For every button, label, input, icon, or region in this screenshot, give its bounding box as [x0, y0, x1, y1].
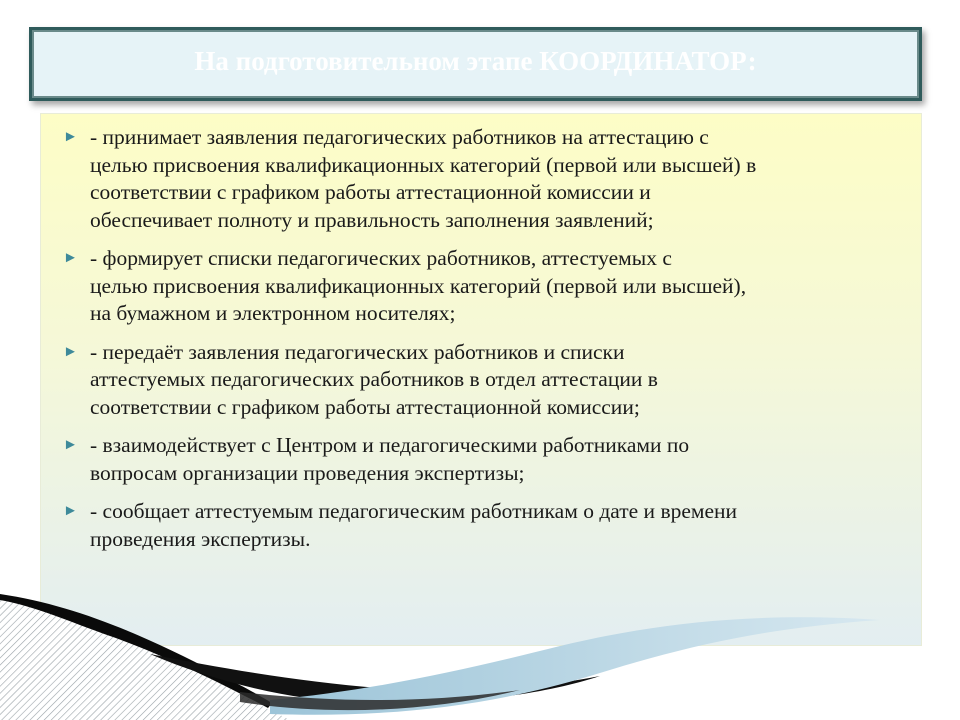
title-box: [29, 27, 922, 101]
bullet-item: [63, 498, 901, 553]
bullet-item: [63, 432, 901, 487]
bullet-line: целью присвоения квалификационных категорий (первой или высшей) в: [90, 152, 757, 177]
bullet-item: [63, 339, 901, 422]
bullet-arrow-icon: ►: [63, 503, 78, 519]
bullet-line: - формирует списки педагогических работников, аттестуемых с: [90, 246, 672, 270]
bullet-list: [63, 124, 901, 564]
bullet-item: [63, 124, 901, 234]
bullet-item: [63, 245, 901, 328]
decorative-swoosh: [0, 560, 960, 720]
bullet-arrow-icon: ►: [63, 437, 78, 453]
bullet-line: соответствии с графиком работы аттестационной комиссии;: [90, 394, 640, 419]
bullet-arrow-icon: ►: [63, 250, 78, 266]
bullet-line: целью присвоения квалификационных категорий (первой или высшей),: [90, 273, 747, 298]
bullet-line: - взаимодействует с Центром и педагогическими работниками по: [90, 433, 690, 457]
bullet-arrow-icon: ►: [63, 129, 78, 145]
bullet-line: на бумажном и электронном носителях;: [90, 301, 456, 325]
bullet-line: - принимает заявления педагогических работников на аттестацию с: [90, 125, 709, 149]
bullet-line: обеспечивает полноту и правильность заполнения заявлений;: [90, 207, 654, 232]
bullet-line: - передаёт заявления педагогических работников и списки: [90, 339, 625, 364]
bullet-line: вопросам организации проведения экспертизы;: [90, 460, 525, 485]
bullet-line: проведения экспертизы.: [90, 526, 311, 551]
bullet-line: соответствии с графиком работы аттестационной комиссии и: [90, 180, 651, 204]
bullet-line: - сообщает аттестуемым педагогическим работникам о дате и времени: [90, 499, 738, 523]
bullet-line: аттестуемых педагогических работников в отдел аттестации в: [90, 367, 658, 391]
slide-title: На подготовительном этапе КООРДИНАТОР:: [194, 46, 757, 76]
bullet-arrow-icon: ►: [63, 343, 78, 360]
